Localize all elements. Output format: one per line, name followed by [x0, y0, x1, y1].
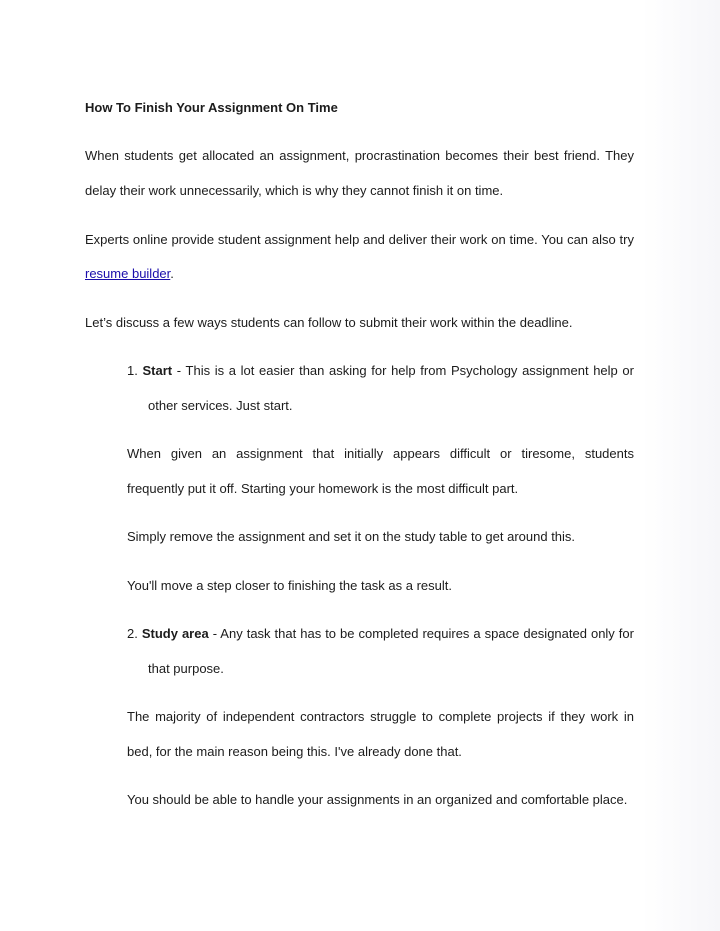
- item-1-paragraph-2: Simply remove the assignment and set it on the study table to get around this.: [127, 529, 576, 544]
- list-item-2-text: - Any task that has to be completed requires a space designated only for: [208, 626, 634, 641]
- list-item-2-line-1: [127, 626, 634, 642]
- item-2-paragraph-1-line-1: The majority of independent contractors struggle to complete projects if they work in: [127, 709, 634, 724]
- item-2-paragraph-2: You should be able to handle your assignments in an organized and comfortable place.: [127, 792, 628, 807]
- paragraph-2-line-1: Experts online provide student assignment help and deliver their work on time. You can also try: [85, 232, 634, 247]
- list-item-1-line-1: [127, 363, 634, 379]
- paragraph-3: Let’s discuss a few ways students can follow to submit their work within the deadline.: [85, 315, 573, 330]
- list-item-1-text: - This is a lot easier than asking for help from Psychology assignment help or: [172, 363, 634, 378]
- paragraph-1-line-1: When students get allocated an assignment, procrastination becomes their best friend. They: [85, 148, 634, 163]
- list-item-2-heading: Study area: [141, 626, 209, 641]
- resume-builder-link[interactable]: resume builder: [85, 266, 171, 281]
- paragraph-1-line-2: delay their work unnecessarily, which is why they cannot finish it on time.: [85, 183, 504, 198]
- list-item-2-line-2: that purpose.: [148, 661, 224, 676]
- paragraph-2-line-2: [85, 266, 634, 282]
- item-1-paragraph-1-line-1: When given an assignment that initially appears difficult or tiresome, students: [127, 446, 634, 461]
- document-title: How To Finish Your Assignment On Time: [85, 100, 338, 115]
- page-edge-shade: [642, 0, 720, 931]
- item-1-paragraph-1-line-2: frequently put it off. Starting your homework is the most difficult part.: [127, 481, 519, 496]
- item-2-paragraph-1-line-2: bed, for the main reason being this. I've already done that.: [127, 744, 462, 759]
- list-item-1-line-2: other services. Just start.: [148, 398, 293, 413]
- link-trailing-period: .: [170, 266, 174, 281]
- list-item-2-number: 2.: [127, 626, 138, 641]
- item-1-paragraph-3: You'll move a step closer to finishing the task as a result.: [127, 578, 453, 593]
- list-item-1-number: 1.: [127, 363, 138, 378]
- list-item-1-heading: Start: [142, 363, 173, 378]
